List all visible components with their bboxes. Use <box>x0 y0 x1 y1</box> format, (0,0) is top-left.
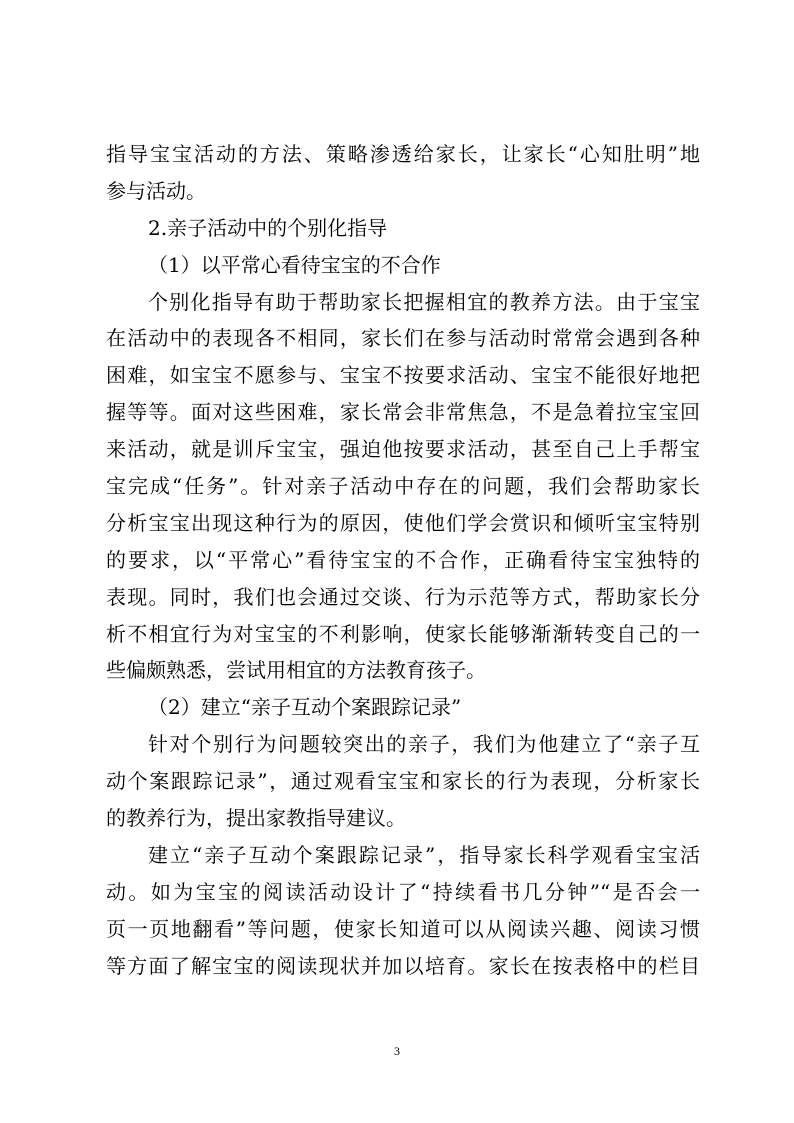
paragraph-line: 建立“亲子互动个案跟踪记录”，指导家长科学观看宝宝活 <box>148 842 700 867</box>
paragraph-line: 的教养行为，提出家教指导建议。 <box>106 806 406 831</box>
paragraph-line: 针对个别行为问题较突出的亲子，我们为他建立了“亲子互 <box>148 732 700 757</box>
paragraph-line: 分析宝宝出现这种行为的原因，使他们学会赏识和倾听宝宝特别 <box>106 510 700 535</box>
paragraph-line: 动。如为宝宝的阅读活动设计了“持续看书几分钟”“是否会一 <box>106 879 700 904</box>
paragraph-line: 页一页地翻看”等问题，使家长知道可以从阅读兴趣、阅读习惯 <box>106 916 700 941</box>
paragraph-line: 参与活动。 <box>106 178 206 203</box>
paragraph-line: 个别化指导有助于帮助家长把握相宜的教养方法。由于宝宝 <box>148 289 700 314</box>
page-number: 3 <box>394 1044 400 1058</box>
paragraph-line: 的要求，以“平常心”看待宝宝的不合作，正确看待宝宝独特的 <box>106 547 700 572</box>
paragraph-line: 析不相宜行为对宝宝的不利影响，使家长能够渐渐转变自己的一 <box>106 621 700 646</box>
paragraph-line: 宝完成“任务”。针对亲子活动中存在的问题，我们会帮助家长 <box>106 474 700 499</box>
paragraph-line: 动个案跟踪记录”，通过观看宝宝和家长的行为表现，分析家长 <box>106 769 700 794</box>
subsection-heading: （1）以平常心看待宝宝的不合作 <box>148 252 441 277</box>
paragraph-line: 困难，如宝宝不愿参与、宝宝不按要求活动、宝宝不能很好地把 <box>106 363 700 388</box>
paragraph-line: 表现。同时，我们也会通过交谈、行为示范等方式，帮助家长分 <box>106 584 700 609</box>
subsection-heading: （2）建立“亲子互动个案跟踪记录” <box>148 695 462 720</box>
paragraph-line: 等方面了解宝宝的阅读现状并加以培育。家长在按表格中的栏目 <box>106 953 700 978</box>
body-text <box>106 136 700 984</box>
paragraph-line: 来活动，就是训斥宝宝，强迫他按要求活动，甚至自己上手帮宝 <box>106 437 700 462</box>
paragraph-line: 在活动中的表现各不相同，家长们在参与活动时常常会遇到各种 <box>106 326 700 351</box>
paragraph-line: 些偏颇熟悉，尝试用相宜的方法教育孩子。 <box>106 658 486 683</box>
section-heading: 2.亲子活动中的个别化指导 <box>148 215 388 240</box>
paragraph-line: 握等等。面对这些困难，家长常会非常焦急，不是急着拉宝宝回 <box>106 400 700 425</box>
paragraph-line: 指导宝宝活动的方法、策略渗透给家长，让家长“心知肚明”地 <box>106 142 700 166</box>
